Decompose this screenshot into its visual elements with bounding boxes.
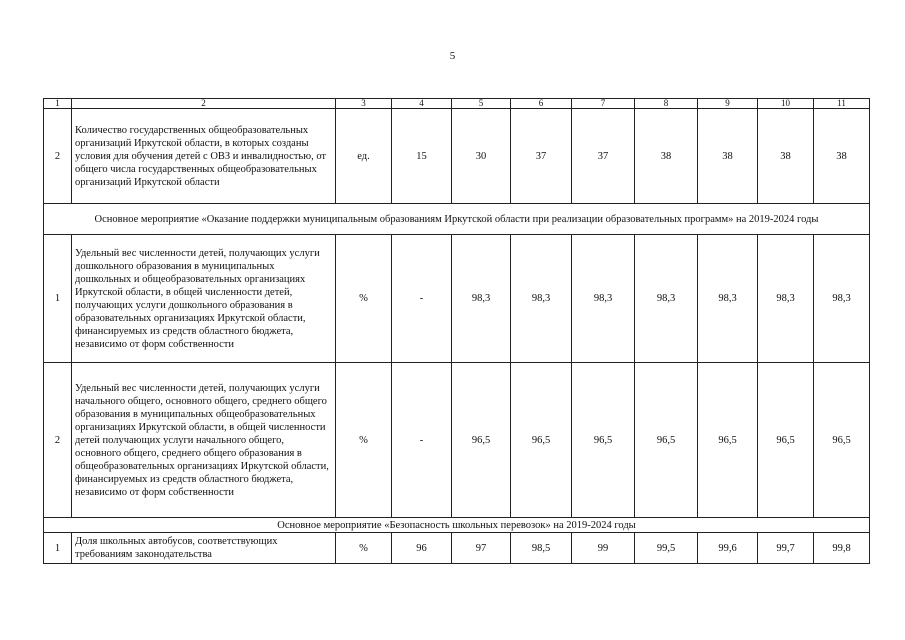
value-cell: 15	[392, 109, 452, 204]
table-row	[44, 109, 870, 204]
value-cell: 99	[572, 533, 635, 564]
row-number: 2	[44, 363, 72, 518]
value-cell: 38	[758, 109, 814, 204]
value-cell: 98,3	[814, 235, 870, 363]
column-number: 8	[635, 99, 698, 109]
column-number: 11	[814, 99, 870, 109]
page-number: 5	[449, 50, 456, 62]
unit-cell: %	[336, 363, 392, 518]
table-row	[44, 533, 870, 564]
value-cell: 97	[452, 533, 511, 564]
value-cell: 38	[698, 109, 758, 204]
value-cell: 96,5	[452, 363, 511, 518]
section-row	[44, 518, 870, 533]
column-number: 5	[452, 99, 511, 109]
value-cell: 98,3	[758, 235, 814, 363]
indicator-name: Доля школьных автобусов, соответствующих требованиям законодательства	[72, 533, 336, 564]
value-cell: 98,3	[511, 235, 572, 363]
value-cell: 99,8	[814, 533, 870, 564]
value-cell: 98,5	[511, 533, 572, 564]
column-number: 1	[44, 99, 72, 109]
value-cell: 98,3	[698, 235, 758, 363]
column-number: 9	[698, 99, 758, 109]
row-number: 2	[44, 109, 72, 204]
indicators-table	[43, 98, 870, 564]
value-cell: 99,6	[698, 533, 758, 564]
indicator-name: Удельный вес численности детей, получающих услуги дошкольного образования в муниципальных дошкольных и общеобразовательных организациях Иркутской области, в общей численности детей, получающих услуги дошкольного образования в образовательных организациях Иркутской области, финансируемых из средств областного бюджета, независимо от форм собственности	[72, 235, 336, 363]
value-cell: 96	[392, 533, 452, 564]
value-cell: 96,5	[814, 363, 870, 518]
value-cell: 38	[635, 109, 698, 204]
value-cell: 37	[572, 109, 635, 204]
value-cell: -	[392, 363, 452, 518]
column-number: 7	[572, 99, 635, 109]
value-cell: 99,7	[758, 533, 814, 564]
unit-cell: ед.	[336, 109, 392, 204]
value-cell: 30	[452, 109, 511, 204]
value-cell: 96,5	[698, 363, 758, 518]
table-row	[44, 363, 870, 518]
unit-cell: %	[336, 533, 392, 564]
row-number: 1	[44, 235, 72, 363]
column-number: 4	[392, 99, 452, 109]
unit-cell: %	[336, 235, 392, 363]
value-cell: 96,5	[758, 363, 814, 518]
value-cell: 37	[511, 109, 572, 204]
value-cell: 98,3	[452, 235, 511, 363]
value-cell: 99,5	[635, 533, 698, 564]
section-title: Основное мероприятие «Безопасность школьных перевозок» на 2019-2024 годы	[44, 518, 870, 533]
table-row	[44, 235, 870, 363]
column-number: 2	[72, 99, 336, 109]
column-number: 10	[758, 99, 814, 109]
value-cell: -	[392, 235, 452, 363]
value-cell: 98,3	[635, 235, 698, 363]
column-number: 6	[511, 99, 572, 109]
value-cell: 96,5	[511, 363, 572, 518]
value-cell: 96,5	[635, 363, 698, 518]
value-cell: 98,3	[572, 235, 635, 363]
value-cell: 38	[814, 109, 870, 204]
section-title: Основное мероприятие «Оказание поддержки муниципальным образованиям Иркутской области при реализации образовательных программ» на 2019-2024 годы	[44, 204, 870, 235]
indicator-name: Удельный вес численности детей, получающих услуги начального общего, основного общего, среднего общего образования в муниципальных общеобразовательных организациях Иркутской области, в общей численности детей получающих услуги начального общего, основного общего, среднего общего образования в общеобразовательных организациях Иркутской области, финансируемых из средств областного бюджета, независимо от форм собственности	[72, 363, 336, 518]
column-number: 3	[336, 99, 392, 109]
row-number: 1	[44, 533, 72, 564]
section-row	[44, 204, 870, 235]
column-number-row	[44, 99, 870, 109]
value-cell: 96,5	[572, 363, 635, 518]
indicator-name: Количество государственных общеобразовательных организаций Иркутской области, в которых созданы условия для обучения детей с ОВЗ и инвалидностью, от общего числа государственных общеобразовательных организаций Иркутской области	[72, 109, 336, 204]
